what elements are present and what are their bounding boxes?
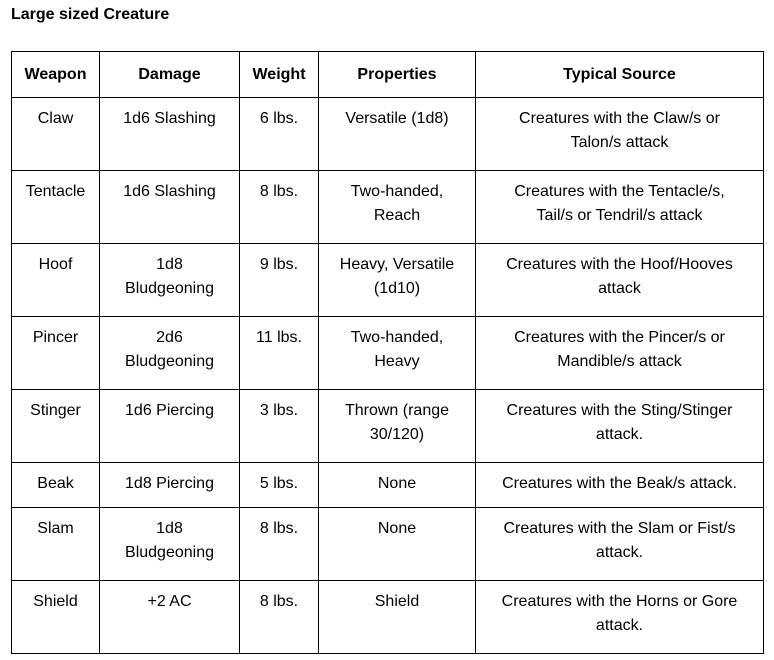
cell-properties: None: [319, 508, 476, 581]
header-weapon: Weapon: [12, 52, 100, 98]
cell-weight: 5 lbs.: [240, 463, 319, 508]
cell-weight: 8 lbs.: [240, 581, 319, 654]
header-typical-source: Typical Source: [476, 52, 764, 98]
cell-properties: Heavy, Versatile (1d10): [319, 244, 476, 317]
cell-properties: Shield: [319, 581, 476, 654]
cell-properties: Two-handed, Reach: [319, 171, 476, 244]
table-row: [12, 581, 764, 654]
weapons-table: [11, 51, 764, 654]
cell-weapon: Shield: [12, 581, 100, 654]
header-weight: Weight: [240, 52, 319, 98]
cell-weapon: Stinger: [12, 390, 100, 463]
cell-weight: 3 lbs.: [240, 390, 319, 463]
table-row: [12, 171, 764, 244]
cell-typical-source: Creatures with the Sting/Stinger attack.: [476, 390, 764, 463]
cell-typical-source: Creatures with the Slam or Fist/s attack.: [476, 508, 764, 581]
table-header-row: [12, 52, 764, 98]
cell-damage: 1d6 Slashing: [100, 171, 240, 244]
cell-weight: 6 lbs.: [240, 98, 319, 171]
cell-typical-source: Creatures with the Claw/s or Talon/s attack: [476, 98, 764, 171]
cell-weapon: Claw: [12, 98, 100, 171]
cell-weapon: Hoof: [12, 244, 100, 317]
cell-weight: 9 lbs.: [240, 244, 319, 317]
header-properties: Properties: [319, 52, 476, 98]
cell-damage: 1d8 Bludgeoning: [100, 244, 240, 317]
table-row: [12, 463, 764, 508]
table-row: [12, 390, 764, 463]
cell-typical-source: Creatures with the Pincer/s or Mandible/s attack: [476, 317, 764, 390]
cell-damage: 1d8 Piercing: [100, 463, 240, 508]
cell-damage: +2 AC: [100, 581, 240, 654]
table-row: [12, 98, 764, 171]
cell-weight: 11 lbs.: [240, 317, 319, 390]
cell-weapon: Beak: [12, 463, 100, 508]
cell-properties: None: [319, 463, 476, 508]
cell-typical-source: Creatures with the Hoof/Hooves attack: [476, 244, 764, 317]
cell-damage: 2d6 Bludgeoning: [100, 317, 240, 390]
cell-typical-source: Creatures with the Horns or Gore attack.: [476, 581, 764, 654]
cell-weapon: Tentacle: [12, 171, 100, 244]
table-row: [12, 244, 764, 317]
cell-properties: Thrown (range 30/120): [319, 390, 476, 463]
table-row: [12, 317, 764, 390]
cell-weapon: Pincer: [12, 317, 100, 390]
cell-typical-source: Creatures with the Tentacle/s, Tail/s or Tendril/s attack: [476, 171, 764, 244]
cell-properties: Versatile (1d8): [319, 98, 476, 171]
cell-damage: 1d8 Bludgeoning: [100, 508, 240, 581]
cell-weight: 8 lbs.: [240, 171, 319, 244]
cell-damage: 1d6 Piercing: [100, 390, 240, 463]
cell-weight: 8 lbs.: [240, 508, 319, 581]
header-damage: Damage: [100, 52, 240, 98]
cell-weapon: Slam: [12, 508, 100, 581]
page-title: Large sized Creature: [11, 6, 170, 23]
table-row: [12, 508, 764, 581]
cell-properties: Two-handed, Heavy: [319, 317, 476, 390]
cell-typical-source: Creatures with the Beak/s attack.: [476, 463, 764, 508]
cell-damage: 1d6 Slashing: [100, 98, 240, 171]
